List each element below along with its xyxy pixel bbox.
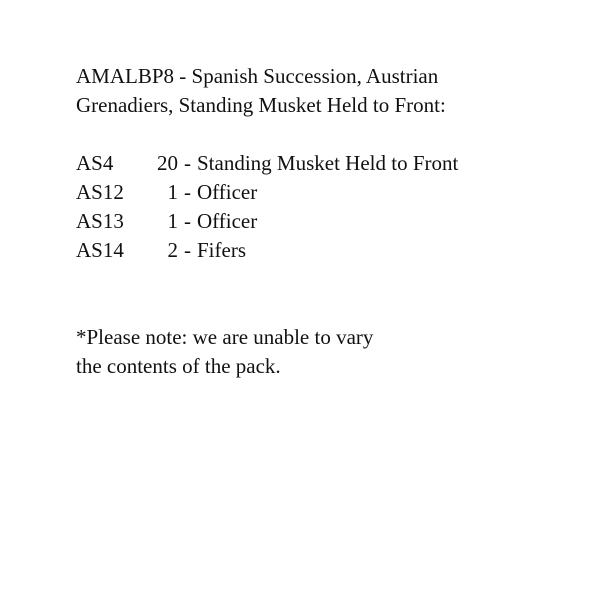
pack-title (76, 62, 576, 120)
item-description: Standing Musket Held to Front (197, 151, 459, 175)
item-separator: - (184, 209, 191, 233)
contents-row-as14 (76, 236, 576, 265)
item-separator: - (184, 180, 191, 204)
pack-title-line-1: AMALBP8 - Spanish Succession, Austrian (76, 64, 439, 88)
item-quantity: 20 (157, 151, 178, 175)
item-quantity: 1 (167, 180, 178, 204)
pack-contents-list (76, 149, 576, 265)
item-description: Fifers (197, 238, 246, 262)
contents-row-as13 (76, 207, 576, 236)
pack-description (76, 62, 576, 381)
pack-note-line-1: *Please note: we are unable to vary (76, 325, 374, 349)
contents-row-as12 (76, 178, 576, 207)
contents-row-as4 (76, 149, 576, 178)
item-quantity: 1 (167, 209, 178, 233)
item-code: AS13 (76, 209, 124, 233)
item-description: Officer (197, 180, 258, 204)
item-code: AS4 (76, 151, 114, 175)
item-code: AS12 (76, 180, 124, 204)
item-separator: - (184, 238, 191, 262)
pack-note-line-2: the contents of the pack. (76, 354, 281, 378)
pack-note (76, 323, 576, 381)
item-separator: - (184, 151, 191, 175)
item-code: AS14 (76, 238, 124, 262)
item-description: Officer (197, 209, 258, 233)
item-quantity: 2 (167, 238, 178, 262)
pack-title-line-2: Grenadiers, Standing Musket Held to Front: (76, 93, 446, 117)
